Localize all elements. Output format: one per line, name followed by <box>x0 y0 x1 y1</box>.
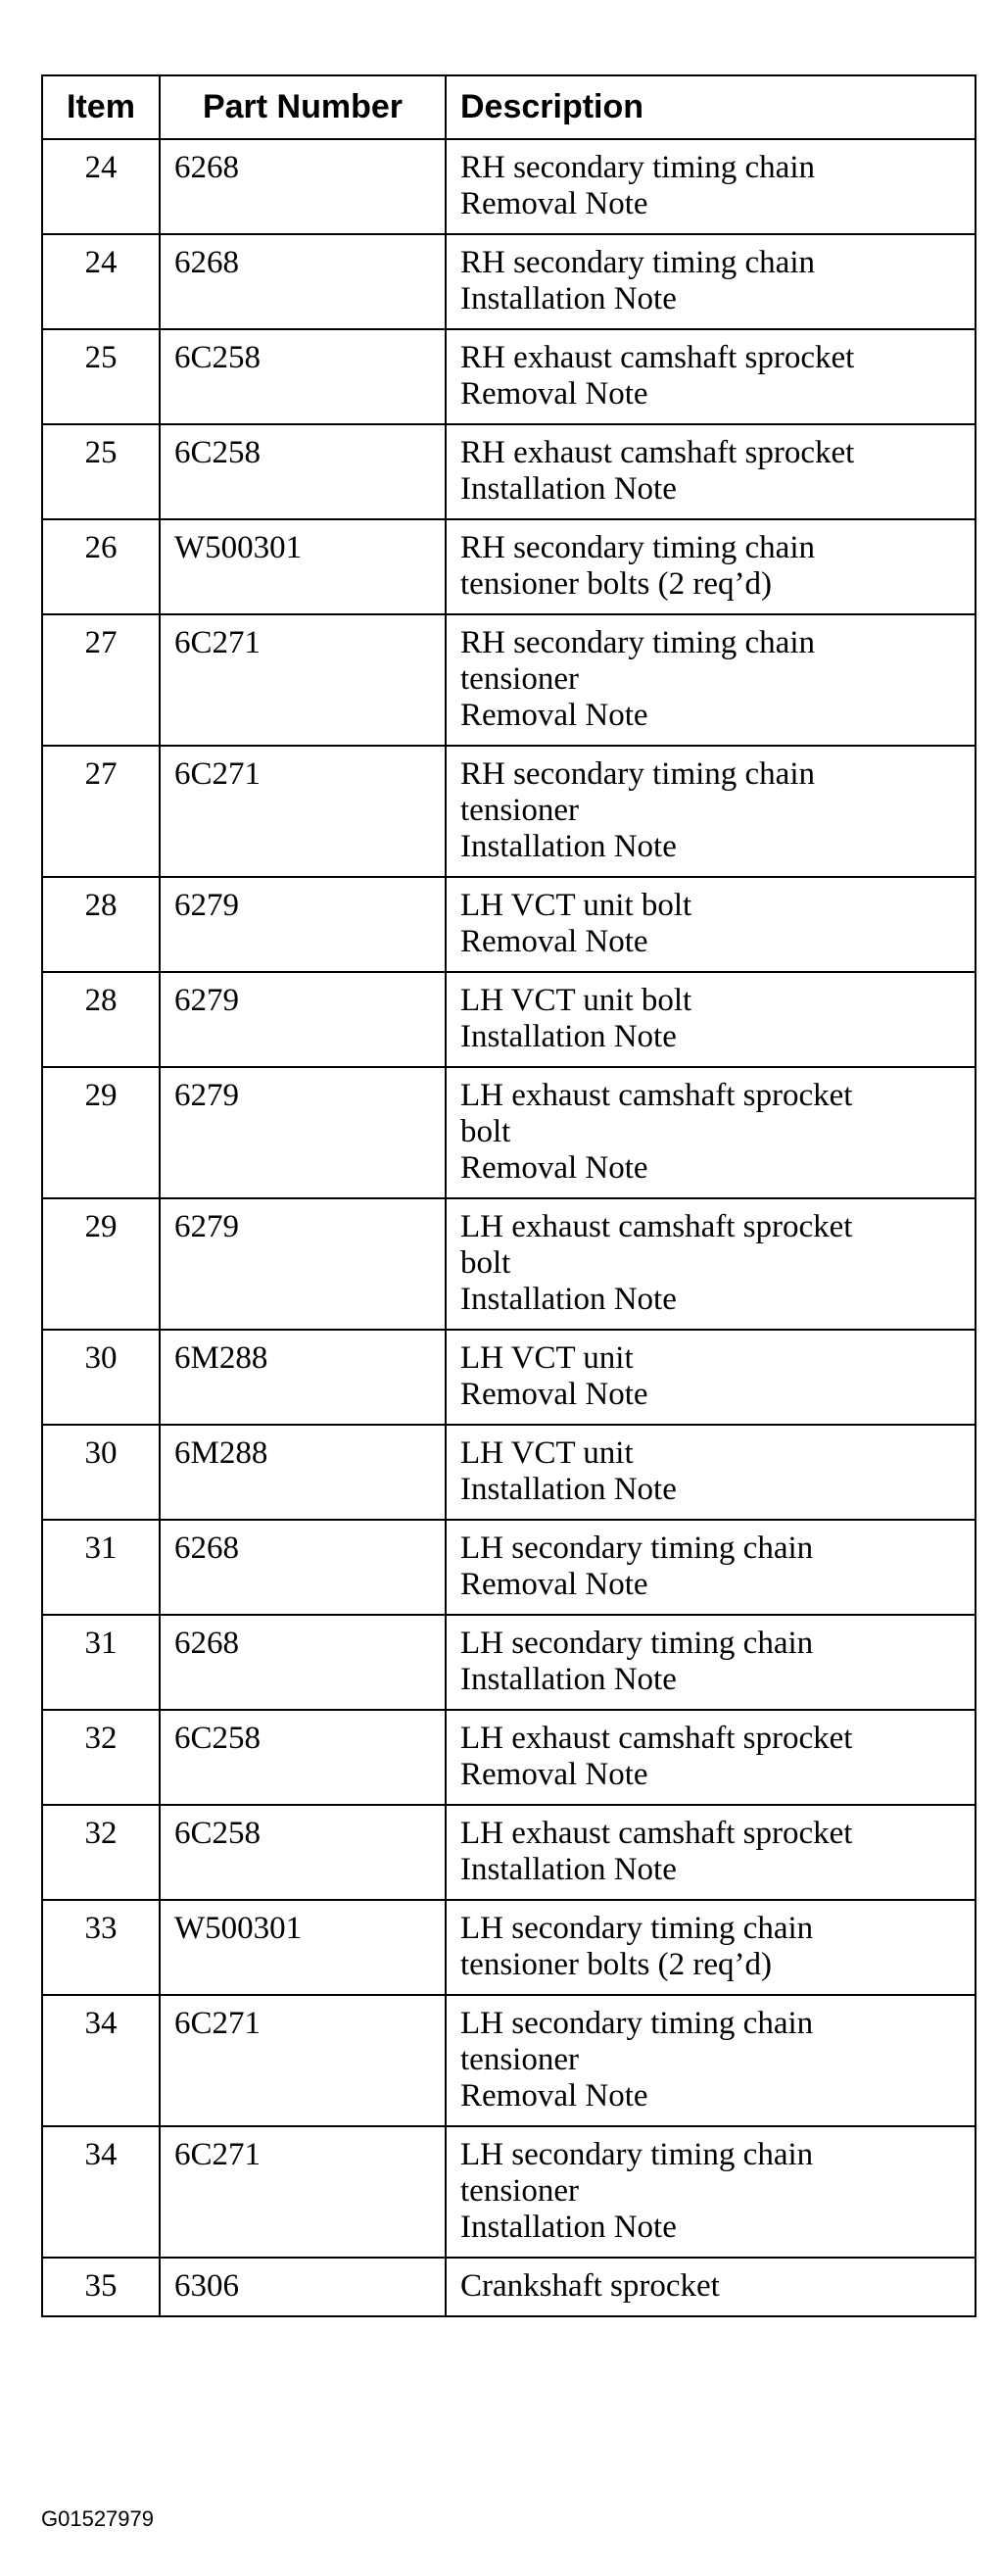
description <box>446 2126 976 2258</box>
description-line: tensioner bolts (2 req’d) <box>460 566 772 602</box>
item-number: 27 <box>42 746 160 877</box>
part-number: 6C271 <box>160 2126 446 2258</box>
item-number: 33 <box>42 1900 160 1995</box>
description <box>446 1067 976 1198</box>
part-number: 6C271 <box>160 1995 446 2126</box>
description-line: LH secondary timing chain <box>460 1626 814 1661</box>
parts-table <box>41 74 976 2317</box>
description <box>446 1520 976 1615</box>
description <box>446 972 976 1067</box>
table-row <box>42 424 976 519</box>
item-number: 35 <box>42 2258 160 2316</box>
table-row <box>42 1198 976 1330</box>
description-line: LH VCT unit bolt <box>460 888 692 923</box>
description-line: RH secondary timing chain <box>460 245 816 280</box>
table-row <box>42 972 976 1067</box>
table-row <box>42 746 976 877</box>
part-number: 6C258 <box>160 1710 446 1805</box>
description-line: tensioner <box>460 2173 579 2209</box>
description-line: Removal Note <box>460 1757 648 1792</box>
description-line: LH exhaust camshaft sprocket <box>460 1209 853 1244</box>
description <box>446 424 976 519</box>
description <box>446 1710 976 1805</box>
description-line: RH secondary timing chain <box>460 756 816 792</box>
description-line: RH exhaust camshaft sprocket <box>460 340 855 375</box>
table-row <box>42 1805 976 1900</box>
item-number: 30 <box>42 1425 160 1520</box>
part-number: 6M288 <box>160 1330 446 1425</box>
part-number: 6279 <box>160 1198 446 1330</box>
description-line: Removal Note <box>460 2078 648 2114</box>
description-line: LH secondary timing chain <box>460 2006 814 2041</box>
item-number: 30 <box>42 1330 160 1425</box>
description-line: LH secondary timing chain <box>460 2137 814 2172</box>
table-row <box>42 1425 976 1520</box>
description-line: Installation Note <box>460 2210 677 2245</box>
item-number: 32 <box>42 1805 160 1900</box>
description-line: tensioner bolts (2 req’d) <box>460 1947 772 1982</box>
description-line: RH secondary timing chain <box>460 625 816 660</box>
item-number: 34 <box>42 2126 160 2258</box>
part-number: 6C258 <box>160 424 446 519</box>
part-number: 6C271 <box>160 746 446 877</box>
description <box>446 1330 976 1425</box>
description-line: LH secondary timing chain <box>460 1531 814 1566</box>
description-line: Installation Note <box>460 1472 677 1507</box>
description <box>446 519 976 614</box>
table-row <box>42 519 976 614</box>
description-line: bolt <box>460 1245 511 1281</box>
item-number: 32 <box>42 1710 160 1805</box>
header-description: Description <box>446 75 976 139</box>
description-line: Removal Note <box>460 376 648 412</box>
item-number: 28 <box>42 972 160 1067</box>
part-number: 6M288 <box>160 1425 446 1520</box>
description-line: tensioner <box>460 661 579 697</box>
description-line: Removal Note <box>460 186 648 221</box>
description-line: LH VCT unit <box>460 1340 634 1376</box>
description-line: Removal Note <box>460 1377 648 1412</box>
item-number: 25 <box>42 329 160 424</box>
description <box>446 1995 976 2126</box>
item-number: 24 <box>42 234 160 329</box>
item-number: 29 <box>42 1067 160 1198</box>
table-row <box>42 1900 976 1995</box>
description-line: Installation Note <box>460 1662 677 1697</box>
part-number: 6268 <box>160 234 446 329</box>
table-row <box>42 1615 976 1710</box>
part-number: W500301 <box>160 519 446 614</box>
description <box>446 329 976 424</box>
part-number: 6279 <box>160 877 446 972</box>
table-row <box>42 1710 976 1805</box>
description-line: Installation Note <box>460 471 677 507</box>
part-number: W500301 <box>160 1900 446 1995</box>
part-number: 6C271 <box>160 614 446 746</box>
table-row <box>42 2126 976 2258</box>
description-line: RH secondary timing chain <box>460 150 816 185</box>
item-number: 24 <box>42 139 160 234</box>
description-line: Installation Note <box>460 829 677 864</box>
description-line: RH secondary timing chain <box>460 530 816 565</box>
description-line: Removal Note <box>460 924 648 959</box>
description-line: LH VCT unit <box>460 1435 634 1471</box>
item-number: 28 <box>42 877 160 972</box>
item-number: 29 <box>42 1198 160 1330</box>
item-number: 31 <box>42 1520 160 1615</box>
figure-id: G01527979 <box>41 2506 154 2531</box>
description-line: Removal Note <box>460 1150 648 1186</box>
description-line: Removal Note <box>460 698 648 733</box>
item-number: 25 <box>42 424 160 519</box>
table-row <box>42 1995 976 2126</box>
part-number: 6268 <box>160 1520 446 1615</box>
table-row <box>42 1067 976 1198</box>
description-line: tensioner <box>460 2042 579 2077</box>
part-number: 6279 <box>160 1067 446 1198</box>
item-number: 26 <box>42 519 160 614</box>
description-line: Removal Note <box>460 1567 648 1602</box>
part-number: 6268 <box>160 139 446 234</box>
table-row <box>42 1330 976 1425</box>
description <box>446 614 976 746</box>
table-row <box>42 234 976 329</box>
table-row <box>42 877 976 972</box>
table-row <box>42 1520 976 1615</box>
description-line: tensioner <box>460 793 579 828</box>
description-line: Crankshaft sprocket <box>460 2268 720 2304</box>
description <box>446 1805 976 1900</box>
table-row <box>42 329 976 424</box>
description <box>446 877 976 972</box>
table-row <box>42 614 976 746</box>
item-number: 27 <box>42 614 160 746</box>
item-number: 34 <box>42 1995 160 2126</box>
description-line: bolt <box>460 1114 511 1149</box>
description <box>446 2258 976 2316</box>
description <box>446 1900 976 1995</box>
header-row <box>42 75 976 139</box>
part-number: 6C258 <box>160 1805 446 1900</box>
description <box>446 1615 976 1710</box>
item-number: 31 <box>42 1615 160 1710</box>
description-line: LH exhaust camshaft sprocket <box>460 1816 853 1851</box>
parts-table-body <box>42 139 976 2316</box>
description-line: Installation Note <box>460 1852 677 1887</box>
part-number: 6279 <box>160 972 446 1067</box>
part-number: 6306 <box>160 2258 446 2316</box>
header-item: Item <box>42 75 160 139</box>
description-line: LH secondary timing chain <box>460 1911 814 1946</box>
part-number: 6C258 <box>160 329 446 424</box>
description-line: LH exhaust camshaft sprocket <box>460 1078 853 1113</box>
header-part-number: Part Number <box>160 75 446 139</box>
description <box>446 1425 976 1520</box>
description <box>446 1198 976 1330</box>
description-line: Installation Note <box>460 1282 677 1317</box>
table-row <box>42 139 976 234</box>
part-number: 6268 <box>160 1615 446 1710</box>
table-row <box>42 2258 976 2316</box>
description-line: LH VCT unit bolt <box>460 983 692 1018</box>
description <box>446 234 976 329</box>
description <box>446 746 976 877</box>
description <box>446 139 976 234</box>
description-line: Installation Note <box>460 281 677 316</box>
description-line: RH exhaust camshaft sprocket <box>460 435 855 470</box>
description-line: LH exhaust camshaft sprocket <box>460 1721 853 1756</box>
description-line: Installation Note <box>460 1019 677 1054</box>
